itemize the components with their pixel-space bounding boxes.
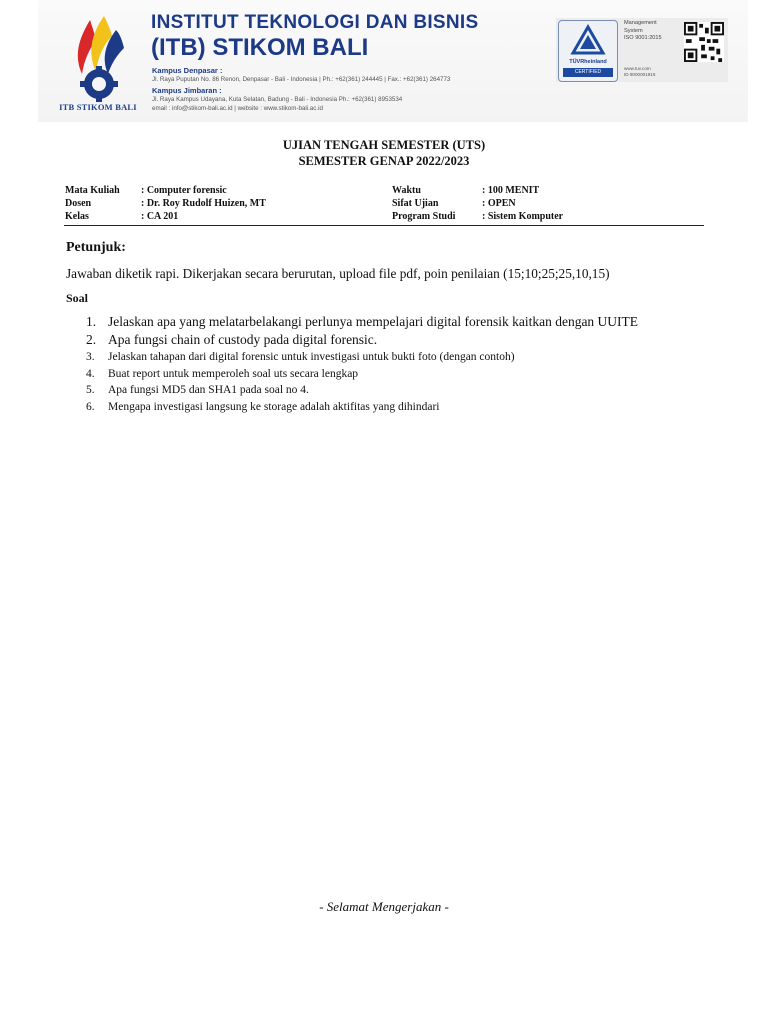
certification-block (556, 18, 728, 82)
cert-line: ISO 9001:2015 (624, 35, 662, 41)
question-number: 1. (86, 314, 97, 329)
campus-jimbaran-address: Jl. Raya Kampus Udayana, Kuta Selatan, Badung - Bali - Indonesia Ph.: +62(361) 8953534 (152, 96, 403, 103)
question-number: 2. (86, 332, 97, 347)
question-text: Mengapa investigasi langsung ke storage adalah aktifitas yang dihindari (108, 401, 440, 413)
meta-label-exam-type: Sifat Ujian (392, 198, 439, 209)
meta-label-course: Mata Kuliah (65, 185, 120, 196)
cert-foot-line: www.tuv.com (624, 66, 651, 71)
instructions-heading: Petunjuk: (66, 240, 126, 255)
question-number: 6. (86, 401, 95, 413)
tuv-name: TÜVRheinland (569, 59, 607, 65)
question-text: Jelaskan tahapan dari digital forensic untuk investigasi untuk bukti foto (dengan contoh) (108, 351, 515, 363)
iso-text (624, 20, 662, 43)
instructions-text: Jawaban diketik rapi. Dikerjakan secara berurutan, upload file pdf, poin penilaian (15;10;25;25,10,15) (66, 266, 610, 281)
institution-name: INSTITUT TEKNOLOGI DAN BISNIS (151, 12, 479, 33)
campus-jimbaran-label: Kampus Jimbaran : (152, 86, 222, 95)
cert-line: System (624, 27, 643, 34)
tuv-triangle-icon (559, 21, 617, 59)
question-number: 3. (86, 351, 95, 363)
meta-value-time: : 100 MENIT (482, 185, 540, 196)
meta-value-class: : CA 201 (141, 211, 179, 222)
contact-info: email : info@stikom-bali.ac.id | website : www.stikom-bali.ac.id (152, 105, 323, 112)
meta-value-exam-type: : OPEN (482, 198, 516, 209)
cert-foot-line: ID 9000001916 (624, 72, 656, 77)
campus-denpasar-label: Kampus Denpasar : (152, 66, 223, 75)
exam-title: UJIAN TENGAH SEMESTER (UTS) (282, 138, 486, 152)
tuv-certified-label: CERTIFIED (563, 68, 613, 77)
question-number: 4. (86, 368, 95, 380)
closing-text: - Selamat Mengerjakan - (319, 899, 449, 914)
itb-stikom-logo (60, 12, 138, 104)
meta-value-course: : Computer forensic (141, 185, 227, 196)
meta-value-program: : Sistem Komputer (482, 211, 564, 222)
meta-label-lecturer: Dosen (65, 198, 92, 209)
campus-denpasar-address: Jl. Raya Puputan No. 86 Renon, Denpasar - Bali - Indonesia | Ph.: +62(361) 244445 | Fax.: +62(361) 264773 (152, 76, 451, 83)
question-number: 5. (86, 384, 95, 396)
question-text: Jelaskan apa yang melatarbelakangi perlunya mempelajari digital forensik kaitkan dengan UUITE (108, 314, 639, 329)
question-text: Buat report untuk memperoleh soal uts secara lengkap (108, 368, 359, 380)
cert-line: Management (624, 20, 657, 26)
meta-label-class: Kelas (65, 211, 89, 222)
meta-label-program: Program Studi (392, 211, 456, 222)
question-text: Apa fungsi MD5 dan SHA1 pada soal no 4. (108, 384, 309, 396)
exam-subtitle: SEMESTER GENAP 2022/2023 (298, 154, 470, 168)
question-text: Apa fungsi chain of custody pada digital forensic. (108, 332, 378, 347)
institution-short-name: (ITB) STIKOM BALI (151, 34, 369, 61)
letterhead (38, 0, 748, 122)
questions-heading: Soal (66, 291, 89, 305)
logo-caption: ITB STIKOM BALI (59, 102, 137, 112)
qr-code-icon (684, 22, 724, 62)
tuv-badge (558, 20, 618, 82)
divider (64, 225, 704, 226)
meta-value-lecturer: : Dr. Roy Rudolf Huizen, MT (141, 198, 266, 209)
cert-footer (624, 66, 655, 78)
meta-label-time: Waktu (392, 185, 421, 196)
